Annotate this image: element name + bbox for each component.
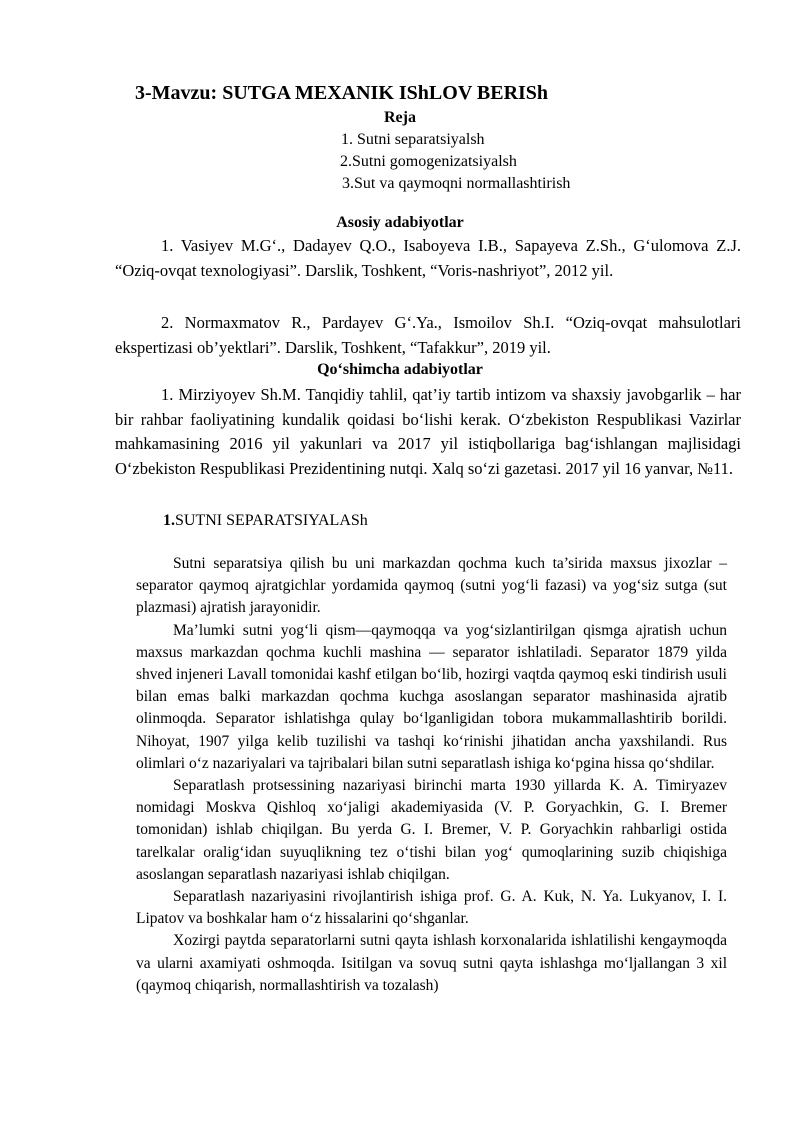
- section-body: [136, 553, 727, 997]
- additional-literature-item: 1. Mirziyoyev Sh.M. Tanqidiy tahlil, qat’iy tartib intizom va shaxsiy javobgarlik – har bir rahbar faoliyatining kundalik qoidasi bo‘lishi kerak. O‘zbekiston Respublikasi Vazirlar mahkamasining 2016 yil yakunlari va 2017 yil istiqbollariga bag‘ishlangan majlisidagi O‘zbekiston Respublikasi Prezidentining nutqi. Xalq so‘zi gazetasi. 2017 yil 16 yanvar, №11.: [115, 385, 741, 478]
- main-literature-heading: Asosiy adabiyotlar: [336, 214, 464, 231]
- plan-heading: Reja: [384, 109, 416, 126]
- body-paragraph: Ma’lumki sutni yog‘li qism—qaymoqqa va yog‘sizlantirilgan qismga ajratish uchun maxsus markazdan qochma kuchli mashina — separator ishlatiladi. Separator 1879 yilda shved injeneri Lavall tomonidai kashf etilgan bo‘lib, hozirgi vaqtda qaymoq eski tindirish usuli bilan emas balki markazdan qochma kuchga asoslangan separator mashinasida ajratib olinmoqda. Separator ishlatishga qulay bo‘lganligidan tobora mukammallashtirib borildi. Nihoyat, 1907 yilga kelib tuzilishi va tashqi ko‘rinishi jihatidan ancha yaxshilandi. Rus olimlari o‘z nazariyalari va tajribalari bilan sutni separatlash ishiga ko‘pgina hissa qo‘shdilar.: [136, 621, 727, 772]
- plan-item: 2.Sutni gomogenizatsiyalsh: [340, 153, 517, 170]
- additional-literature-heading: Qo‘shimcha adabiyotlar: [317, 361, 483, 378]
- body-paragraph: Separatlash nazariyasini rivojlantirish ishiga prof. G. A. Kuk, N. Ya. Lukyanov, I. I. Lipatov va boshkalar ham o‘z hissalarini qo‘shganlar.: [136, 888, 727, 928]
- plan-list: [341, 129, 570, 195]
- page-title: 3-Mavzu: SUTGA MEXANIK IShLOV BERISh: [135, 82, 549, 104]
- body-paragraph: Sutni separatsiya qilish bu uni markazdan qochma kuch ta’sirida maxsus jixozlar – separator qaymoq ajratgichlar yordamida qaymoq (sutni yog‘li fazasi) va yog‘siz sutga (sut plazmasi) ajratish jarayonidir.: [136, 555, 727, 617]
- body-paragraph: Separatlash protsessining nazariyasi birinchi marta 1930 yillarda K. А. Timiryazev nomidagi Moskva Qishloq xo‘jaligi akademiyasida (V. P. Goryachkin, G. I. Bremer tomonidan) ishlab chiqilgan. Bu yerda G. I. Bremer, V. P. Goryachkin rahbarligi ostida tarelkalar oralig‘idan suyuqlikning tez o‘tishi bilan yog‘ qumoqlarining suzib chiqishiga asoslangan separatlash nazariyasi ishlab chiqilgan.: [136, 777, 727, 883]
- section-heading: [163, 512, 368, 530]
- body-paragraph: Xozirgi paytda separatorlarni sutni qayta ishlash korxonalarida ishlatilishi kengaymoqda va ularni axamiyati oshmoqda. Isitilgan va sovuq sutni qayta ishlashga mo‘ljallangan 3 xil (qaymoq chiqarish, normallashtirish va tozalash): [136, 932, 727, 994]
- section-title: SUTNI SEPARATSIYALASh: [175, 512, 368, 529]
- section-number: 1.: [163, 512, 175, 529]
- main-literature-item: 2. Normaxmatov R., Pardayev G‘.Ya., Ismoilov Sh.I. “Oziq-ovqat mahsulotlari ekspertizasi ob’yektlari”. Darslik, Toshkent, “Tafakkur”, 2019 yil.: [115, 313, 741, 357]
- plan-item: 1. Sutni separatsiyalsh: [341, 131, 485, 148]
- plan-item: 3.Sut va qaymoqni normallashtirish: [342, 175, 571, 192]
- main-literature-item: 1. Vasiyev M.G‘., Dadayev Q.O., Isaboyeva I.B., Sapayeva Z.Sh., G‘ulomova Z.J. “Oziq-ovqat texnologiyasi”. Darslik, Toshkent, “Voris-nashriyot”, 2012 yil.: [115, 236, 741, 280]
